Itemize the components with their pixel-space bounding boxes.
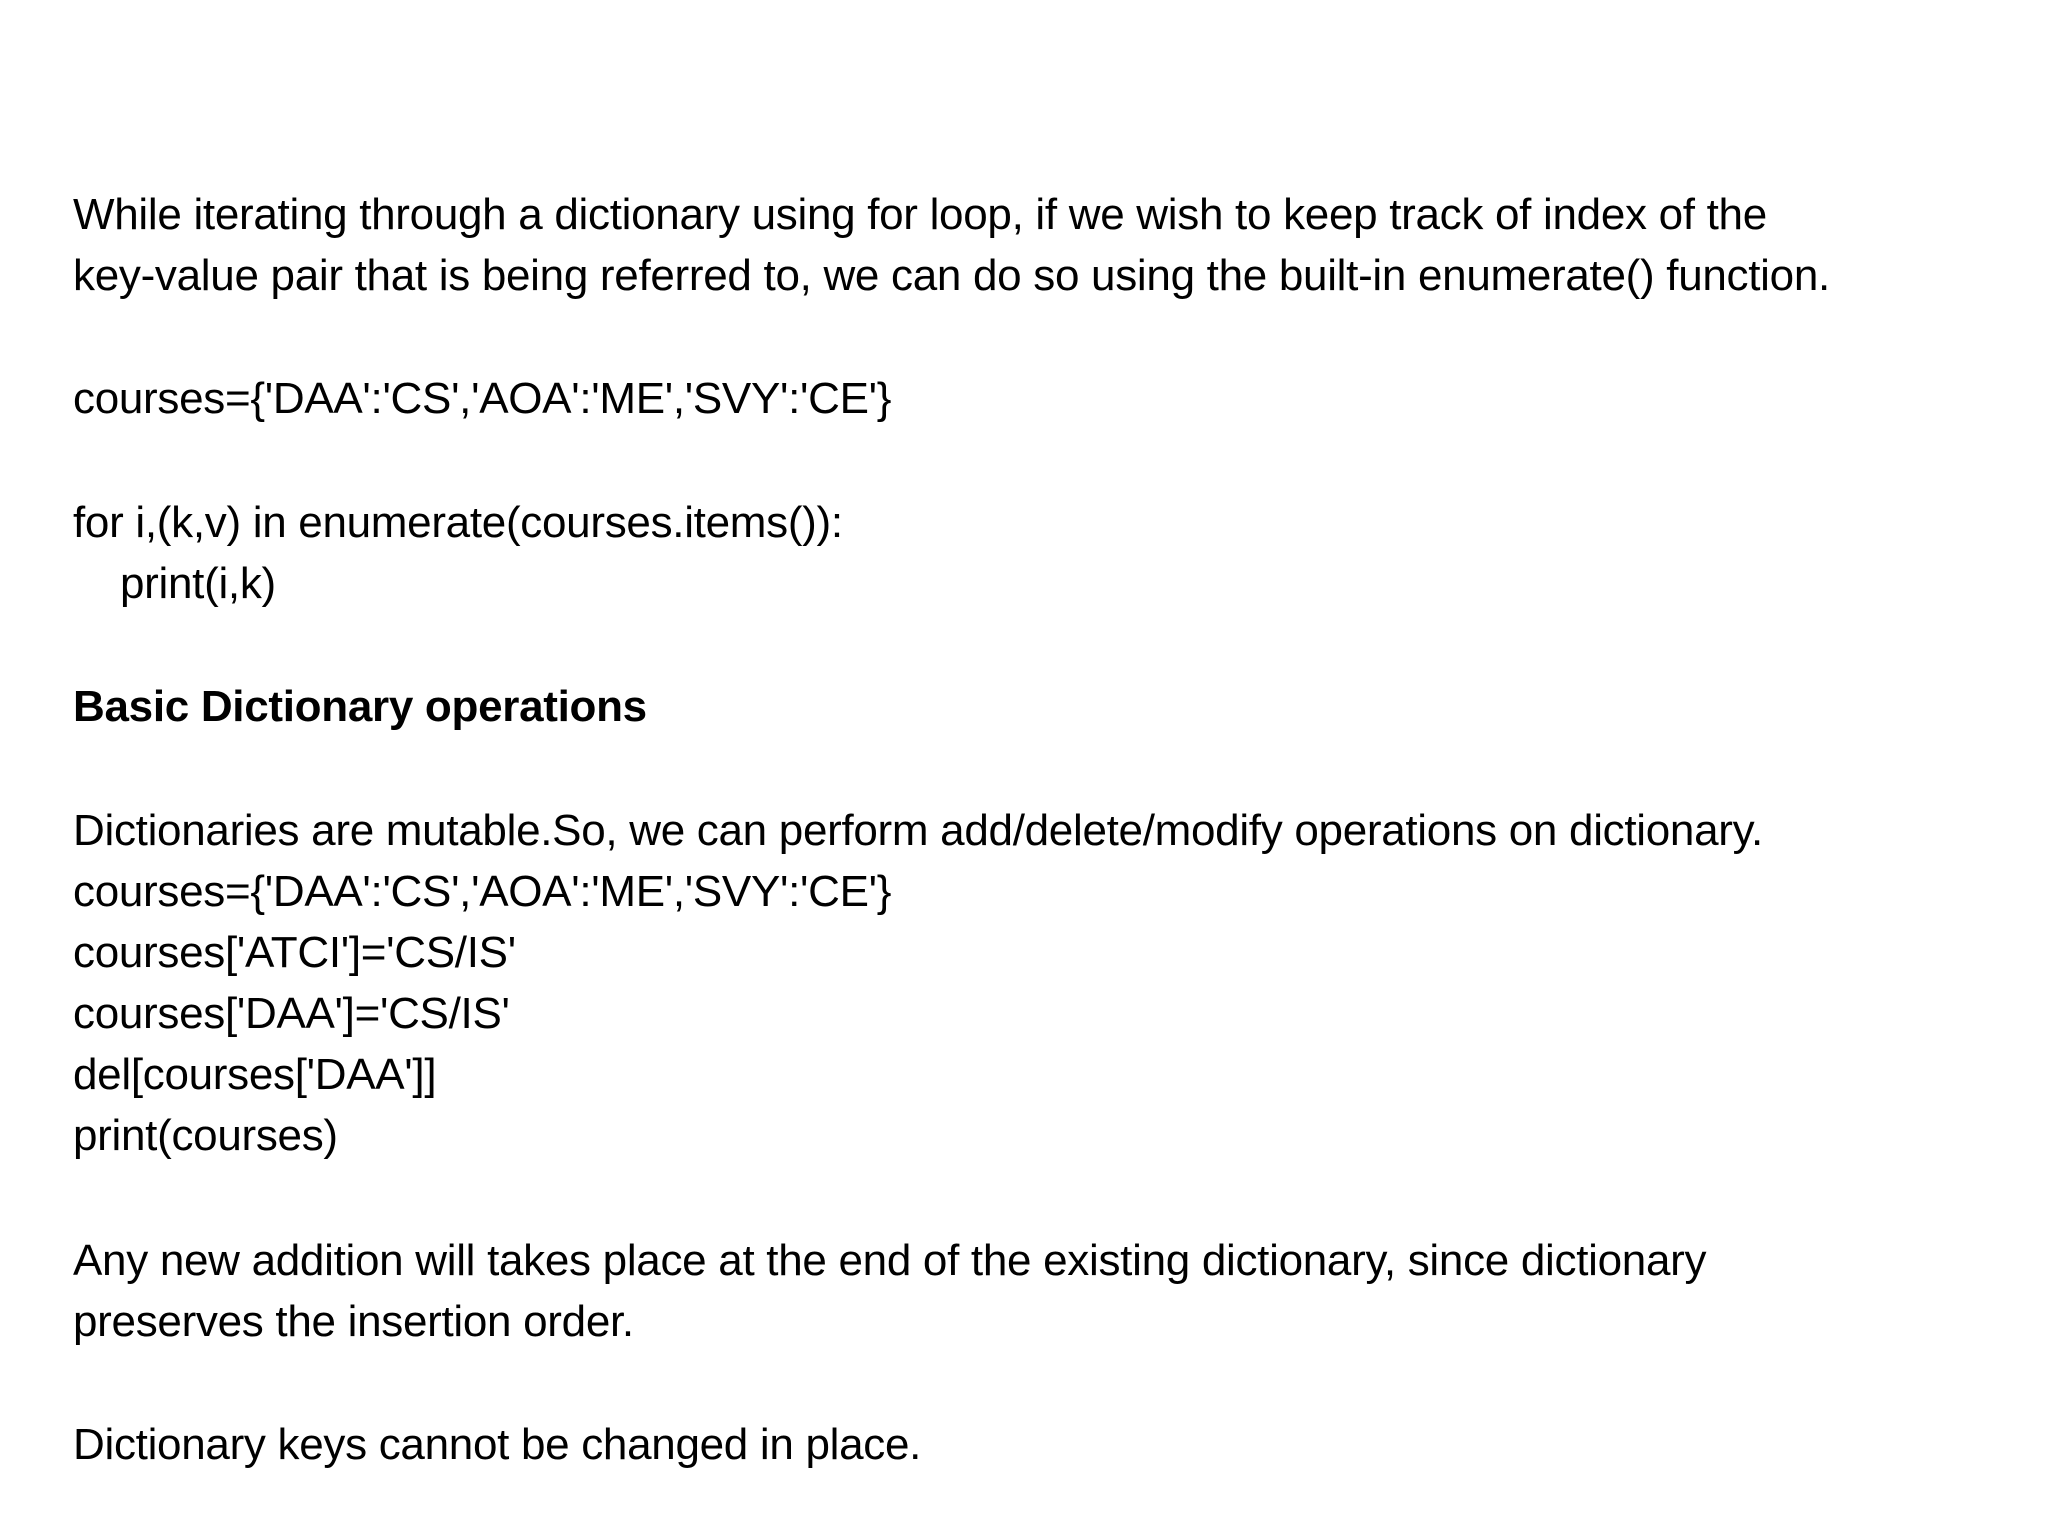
code-line: courses['ATCI']='CS/IS': [73, 928, 516, 977]
code-courses-definition: courses={'DAA':'CS','AOA':'ME','SVY':'CE'}: [73, 374, 892, 423]
operations-description: Dictionaries are mutable.So, we can perform add/delete/modify operations on dictionary.: [73, 806, 1763, 855]
intro-text-line-1: While iterating through a dictionary using for loop, if we wish to keep track of index of the: [73, 190, 1767, 239]
code-for-loop: for i,(k,v) in enumerate(courses.items()):: [73, 498, 843, 547]
intro-text-line-2: key-value pair that is being referred to, we can do so using the built-in enumerate() function.: [73, 251, 1830, 300]
code-line: del[courses['DAA']]: [73, 1050, 437, 1099]
code-print-statement: print(i,k): [120, 559, 276, 608]
keys-note: Dictionary keys cannot be changed in place.: [73, 1420, 922, 1469]
code-line: courses={'DAA':'CS','AOA':'ME','SVY':'CE'}: [73, 867, 892, 916]
code-line: print(courses): [73, 1111, 338, 1160]
section-heading: Basic Dictionary operations: [73, 682, 647, 731]
code-line: courses['DAA']='CS/IS': [73, 989, 510, 1038]
addition-note-line-1: Any new addition will takes place at the end of the existing dictionary, since dictionary: [73, 1236, 1707, 1285]
addition-note-line-2: preserves the insertion order.: [73, 1297, 634, 1346]
